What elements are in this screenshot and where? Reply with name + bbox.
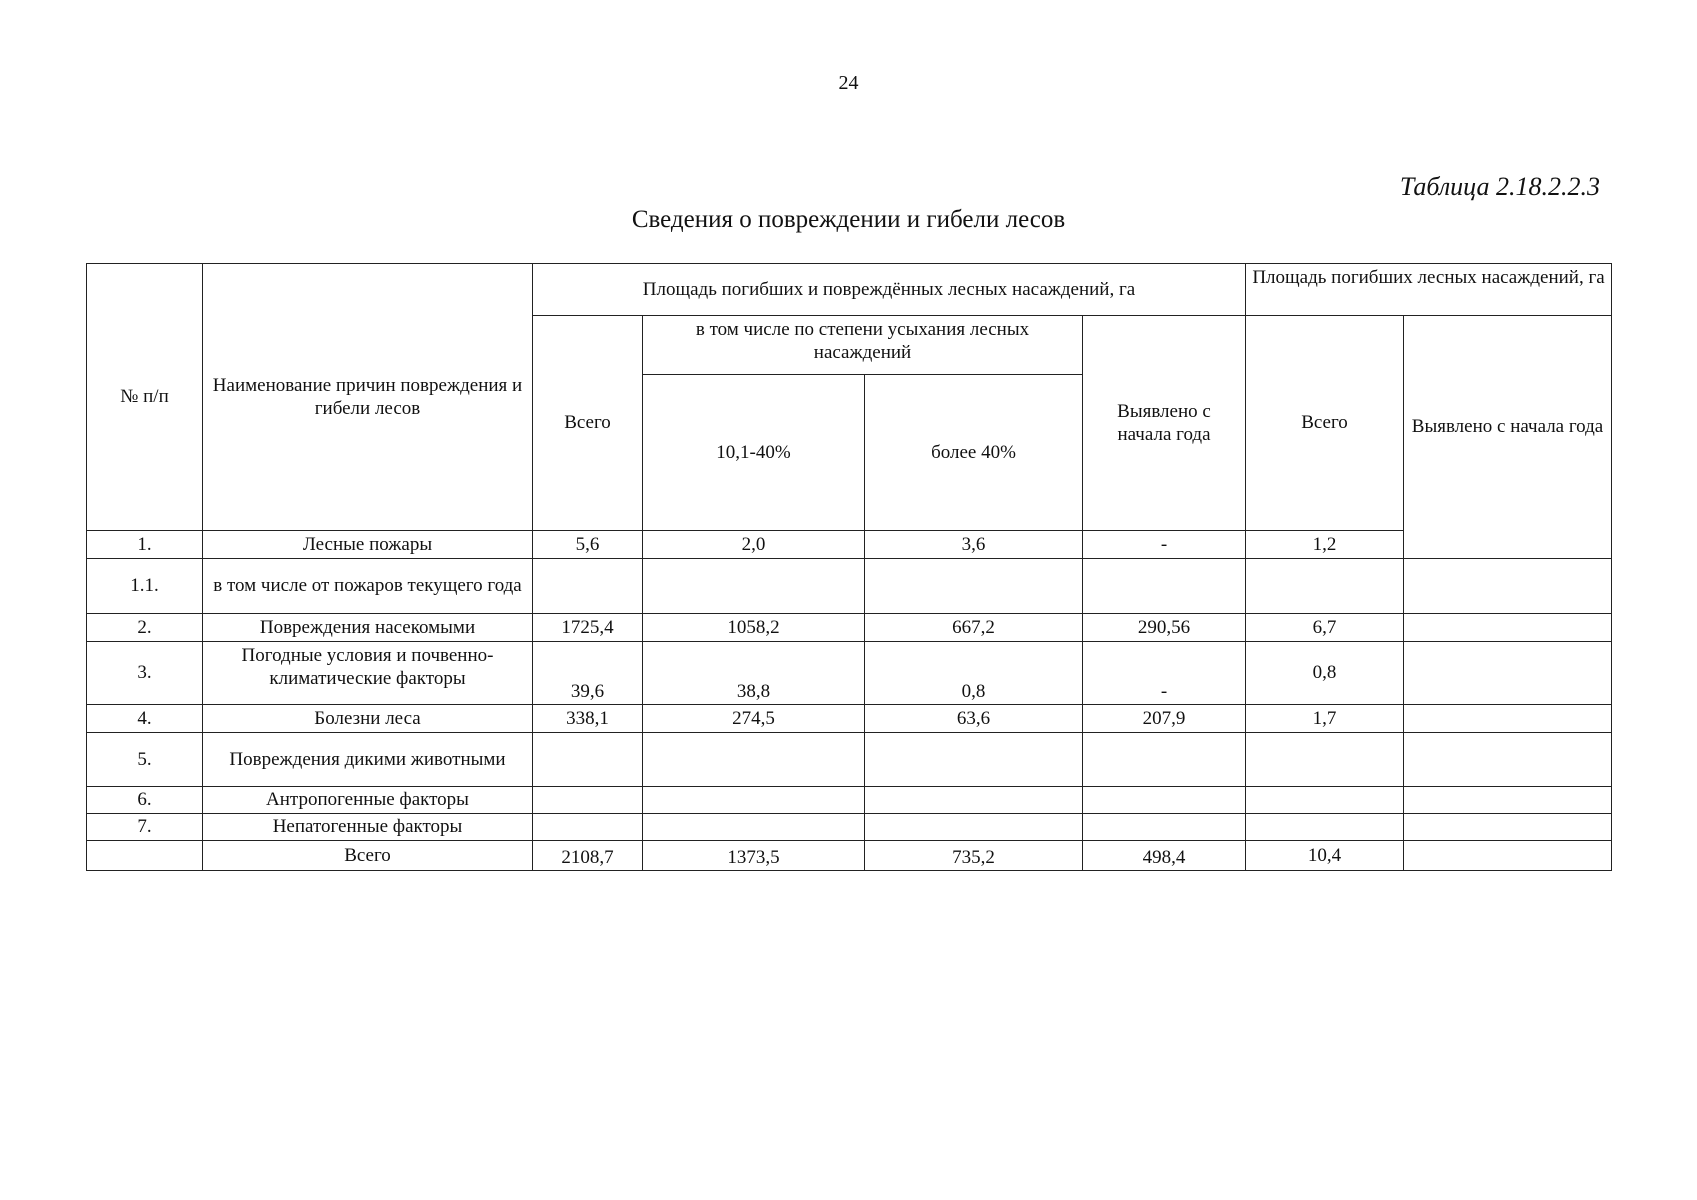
row-num: 7. bbox=[87, 814, 203, 841]
row-since-year-start bbox=[1083, 559, 1246, 614]
header-cause: Наименование причин повреждения и гибели лесов bbox=[203, 264, 533, 531]
header-degree-over-40: более 40% bbox=[865, 375, 1083, 531]
page-number: 24 bbox=[838, 72, 859, 94]
row-num: 1. bbox=[87, 531, 203, 559]
table-row bbox=[87, 614, 1612, 642]
row-degree-10-40 bbox=[643, 559, 865, 614]
header-by-degree: в том числе по степени усыхания лесных насаждений bbox=[643, 316, 1083, 375]
row-degree-over-40 bbox=[865, 814, 1083, 841]
row-dead-since-year-start bbox=[1404, 733, 1612, 787]
row-degree-10-40 bbox=[643, 787, 865, 814]
table-row bbox=[87, 531, 1612, 559]
header-group-damaged: Площадь погибших и повреждённых лесных насаждений, га bbox=[533, 264, 1246, 316]
row-total bbox=[533, 559, 643, 614]
forest-damage-table bbox=[86, 263, 1612, 871]
row-cause: Болезни леса bbox=[203, 705, 533, 733]
row-total bbox=[533, 733, 643, 787]
row-total: 5,6 bbox=[533, 531, 643, 559]
row-degree-10-40: 2,0 bbox=[643, 531, 865, 559]
table-row-total bbox=[87, 841, 1612, 871]
table-row bbox=[87, 642, 1612, 705]
row-total: 2108,7 bbox=[533, 841, 643, 871]
row-degree-10-40: 1058,2 bbox=[643, 614, 865, 642]
row-degree-over-40: 3,6 bbox=[865, 531, 1083, 559]
header-num: № п/п bbox=[87, 264, 203, 531]
row-dead-since-year-start bbox=[1404, 614, 1612, 642]
row-total: 39,6 bbox=[533, 642, 643, 705]
row-dead-since-year-start bbox=[1404, 841, 1612, 871]
row-degree-over-40: 63,6 bbox=[865, 705, 1083, 733]
row-dead-since-year-start bbox=[1404, 642, 1612, 705]
row-dead-total: 0,8 bbox=[1246, 642, 1404, 705]
row-since-year-start bbox=[1083, 814, 1246, 841]
row-dead-total: 6,7 bbox=[1246, 614, 1404, 642]
row-degree-over-40: 0,8 bbox=[865, 642, 1083, 705]
row-dead-total: 1,7 bbox=[1246, 705, 1404, 733]
header-since-year-start: Выявлено с начала года bbox=[1083, 316, 1246, 531]
row-cause: в том числе от пожаров текущего года bbox=[203, 559, 533, 614]
header-row-1 bbox=[87, 264, 1612, 316]
row-dead-since-year-start bbox=[1404, 559, 1612, 614]
row-degree-over-40 bbox=[865, 559, 1083, 614]
row-num: 2. bbox=[87, 614, 203, 642]
row-degree-over-40: 667,2 bbox=[865, 614, 1083, 642]
row-since-year-start bbox=[1083, 787, 1246, 814]
row-dead-since-year-start bbox=[1404, 705, 1612, 733]
row-dead-total bbox=[1246, 814, 1404, 841]
row-degree-10-40 bbox=[643, 814, 865, 841]
row-cause: Повреждения дикими животными bbox=[203, 733, 533, 787]
row-degree-10-40: 274,5 bbox=[643, 705, 865, 733]
table-caption: Таблица 2.18.2.2.3 bbox=[1399, 172, 1600, 201]
row-since-year-start: 207,9 bbox=[1083, 705, 1246, 733]
table-row bbox=[87, 559, 1612, 614]
row-degree-10-40: 38,8 bbox=[643, 642, 865, 705]
table-row bbox=[87, 814, 1612, 841]
row-cause: Повреждения насекомыми bbox=[203, 614, 533, 642]
row-dead-total bbox=[1246, 559, 1404, 614]
row-since-year-start: 290,56 bbox=[1083, 614, 1246, 642]
row-cause: Антропогенные факторы bbox=[203, 787, 533, 814]
row-dead-total bbox=[1246, 787, 1404, 814]
header-group-dead: Площадь погибших лесных насаждений, га bbox=[1246, 264, 1612, 316]
row-degree-10-40: 1373,5 bbox=[643, 841, 865, 871]
row-num: 3. bbox=[87, 642, 203, 705]
table-title: Сведения о повреждении и гибели лесов bbox=[631, 206, 1066, 233]
row-cause: Всего bbox=[203, 841, 533, 871]
table-row bbox=[87, 787, 1612, 814]
row-degree-over-40 bbox=[865, 733, 1083, 787]
row-num: 4. bbox=[87, 705, 203, 733]
row-dead-total bbox=[1246, 733, 1404, 787]
row-cause: Лесные пожары bbox=[203, 531, 533, 559]
row-degree-over-40: 735,2 bbox=[865, 841, 1083, 871]
row-since-year-start bbox=[1083, 733, 1246, 787]
header-dead-since-year-start-label: Выявлено с начала года bbox=[1411, 416, 1604, 438]
row-num: 1.1. bbox=[87, 559, 203, 614]
row-num bbox=[87, 841, 203, 871]
header-degree-10-40: 10,1-40% bbox=[643, 375, 865, 531]
row-dead-since-year-start bbox=[1404, 814, 1612, 841]
table-row bbox=[87, 705, 1612, 733]
row-cause: Непатогенные факторы bbox=[203, 814, 533, 841]
row-degree-10-40 bbox=[643, 733, 865, 787]
row-total bbox=[533, 787, 643, 814]
row-total bbox=[533, 814, 643, 841]
row-total: 1725,4 bbox=[533, 614, 643, 642]
row-dead-total: 1,2 bbox=[1246, 531, 1404, 559]
row-since-year-start: - bbox=[1083, 531, 1246, 559]
row-num: 6. bbox=[87, 787, 203, 814]
header-total: Всего bbox=[533, 316, 643, 531]
row-total: 338,1 bbox=[533, 705, 643, 733]
row-num: 5. bbox=[87, 733, 203, 787]
row-cause: Погодные условия и почвенно-климатические факторы bbox=[203, 642, 533, 705]
row-since-year-start: - bbox=[1083, 642, 1246, 705]
row-dead-since-year-start bbox=[1404, 787, 1612, 814]
row-degree-over-40 bbox=[865, 787, 1083, 814]
row-dead-total: 10,4 bbox=[1246, 841, 1404, 871]
table-row bbox=[87, 733, 1612, 787]
header-dead-total: Всего bbox=[1246, 316, 1404, 531]
row-since-year-start: 498,4 bbox=[1083, 841, 1246, 871]
header-dead-since-year-start bbox=[1404, 316, 1612, 559]
